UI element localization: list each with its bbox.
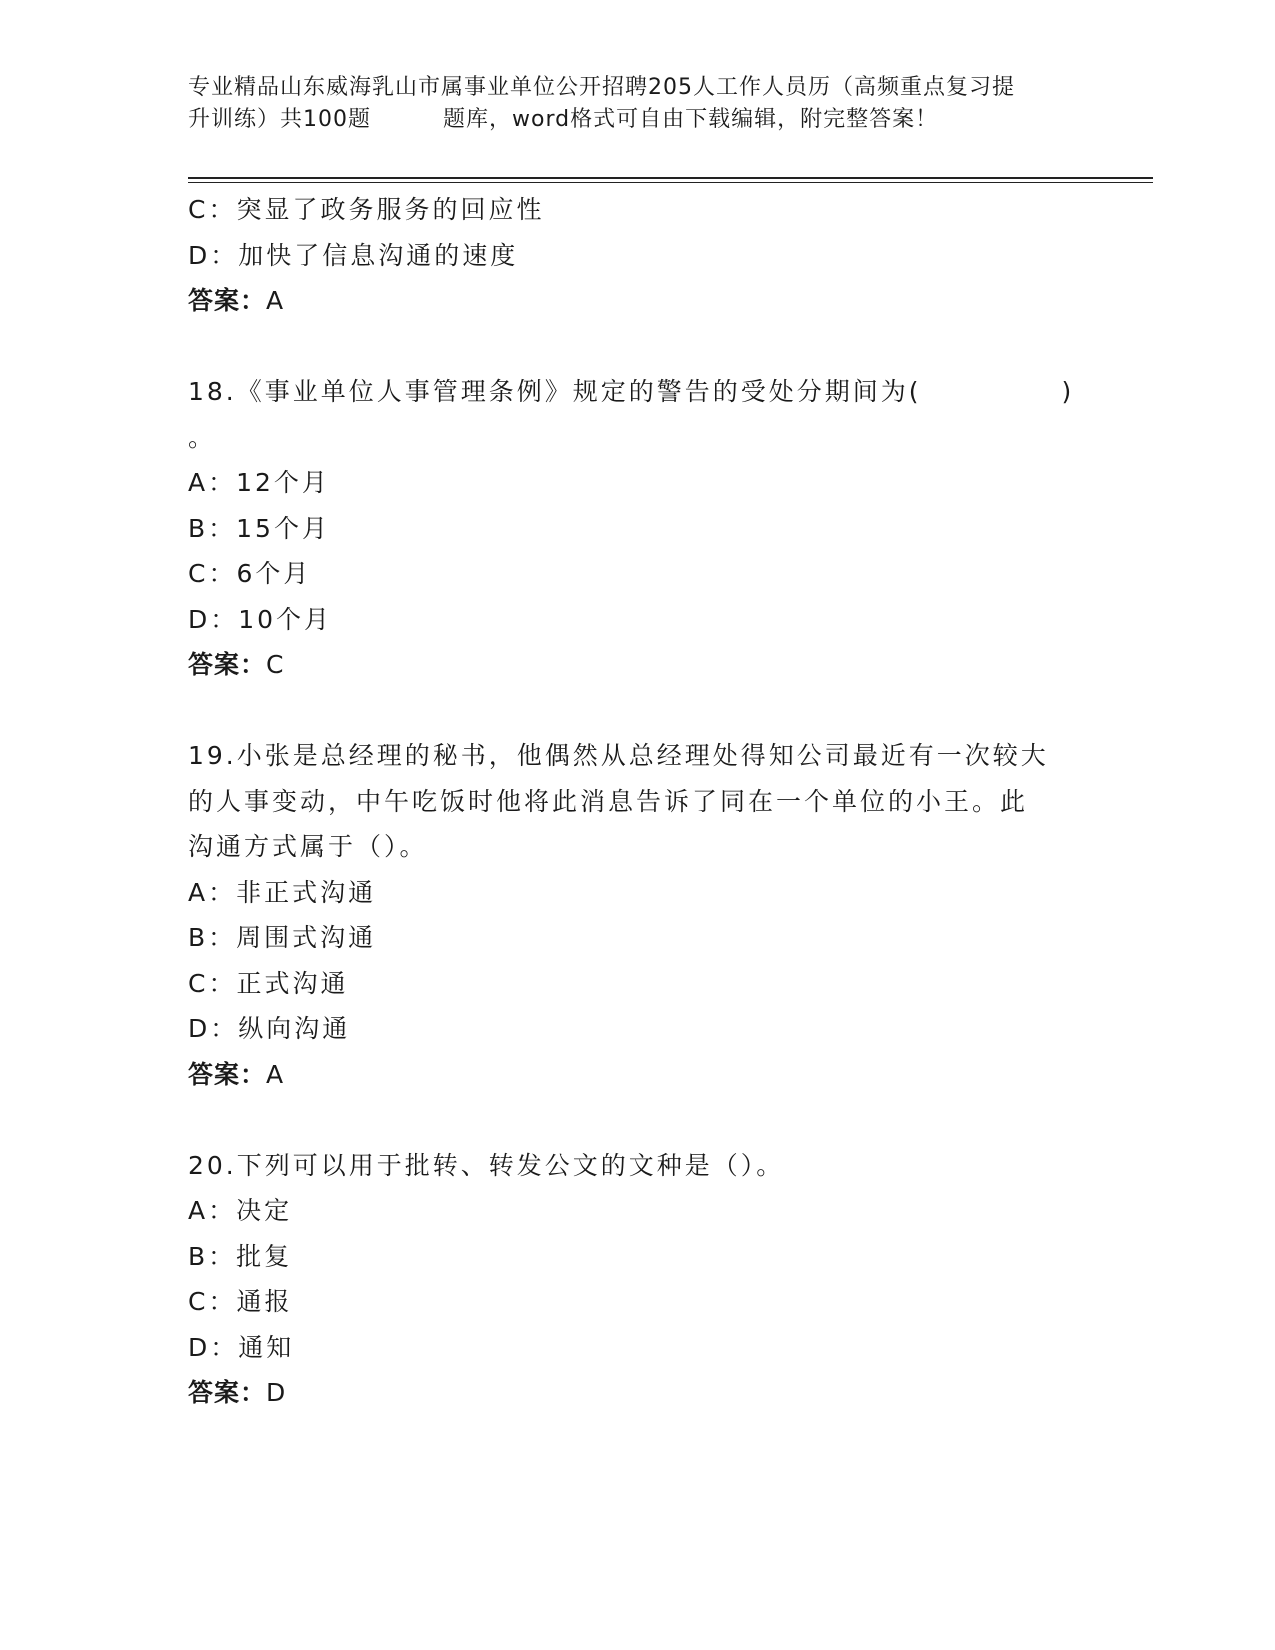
answer-label: 答案： bbox=[188, 650, 267, 679]
header-title-part-2: 题库，word格式可自由下载编辑，附完整答案！ bbox=[443, 107, 939, 132]
answer-value: C bbox=[266, 650, 285, 679]
header-title-part-1: 升训练）共100题 bbox=[188, 107, 371, 132]
question-18 bbox=[188, 369, 1153, 688]
option-c: C：通报 bbox=[188, 1287, 293, 1316]
option-b: B：批复 bbox=[188, 1241, 293, 1271]
question-list bbox=[188, 187, 1153, 1416]
answer-value: A bbox=[266, 286, 285, 315]
option-d: D：纵向沟通 bbox=[188, 1014, 351, 1043]
option-b: B：周围式沟通 bbox=[188, 923, 377, 952]
option-c: C：正式沟通 bbox=[188, 968, 349, 998]
answer-value: D bbox=[266, 1378, 287, 1407]
header-title-line-1: 专业精品山东威海乳山市属事业单位公开招聘205人工作人员历（高频重点复习提 bbox=[188, 75, 1015, 100]
answer bbox=[188, 1370, 1153, 1416]
answer bbox=[188, 278, 1153, 324]
answer bbox=[188, 1052, 1153, 1098]
header-divider-thin bbox=[188, 182, 1153, 183]
document-header bbox=[188, 72, 1088, 136]
question-stem: 20.下列可以用于批转、转发公文的文种是（）。 bbox=[188, 1150, 785, 1180]
question-stem-continued: 的人事变动，中午吃饭时他将此消息告诉了同在一个单位的小王。此 bbox=[188, 786, 1029, 816]
option-a: A：非正式沟通 bbox=[188, 877, 377, 907]
option-d: D：加快了信息沟通的速度 bbox=[188, 240, 519, 270]
question-stem-continued: 沟通方式属于（）。 bbox=[188, 832, 428, 861]
answer bbox=[188, 642, 1153, 688]
option-c: C：6个月 bbox=[188, 559, 312, 588]
option-c: C：突显了政务服务的回应性 bbox=[188, 195, 545, 224]
option-d: D：通知 bbox=[188, 1332, 295, 1362]
option-a: A：决定 bbox=[188, 1196, 293, 1225]
question-17 bbox=[188, 187, 1153, 324]
header-divider-thick bbox=[188, 177, 1153, 179]
question-stem-continued: 。 bbox=[188, 422, 217, 452]
answer-label: 答案： bbox=[188, 1059, 267, 1089]
answer-value: A bbox=[266, 1059, 285, 1089]
option-d: D：10个月 bbox=[188, 604, 333, 634]
header-title-line-2 bbox=[188, 104, 1088, 136]
answer-label: 答案： bbox=[188, 1378, 267, 1407]
question-stem: 19.小张是总经理的秘书，他偶然从总经理处得知公司最近有一次较大 bbox=[188, 741, 1049, 770]
option-a: A：12个月 bbox=[188, 468, 330, 497]
question-20 bbox=[188, 1143, 1153, 1416]
question-stem: 18.《事业单位人事管理条例》规定的警告的受处分期间为( ) bbox=[188, 377, 1075, 406]
option-b: B：15个月 bbox=[188, 513, 330, 543]
answer-label: 答案： bbox=[188, 286, 267, 315]
question-19 bbox=[188, 733, 1153, 1097]
